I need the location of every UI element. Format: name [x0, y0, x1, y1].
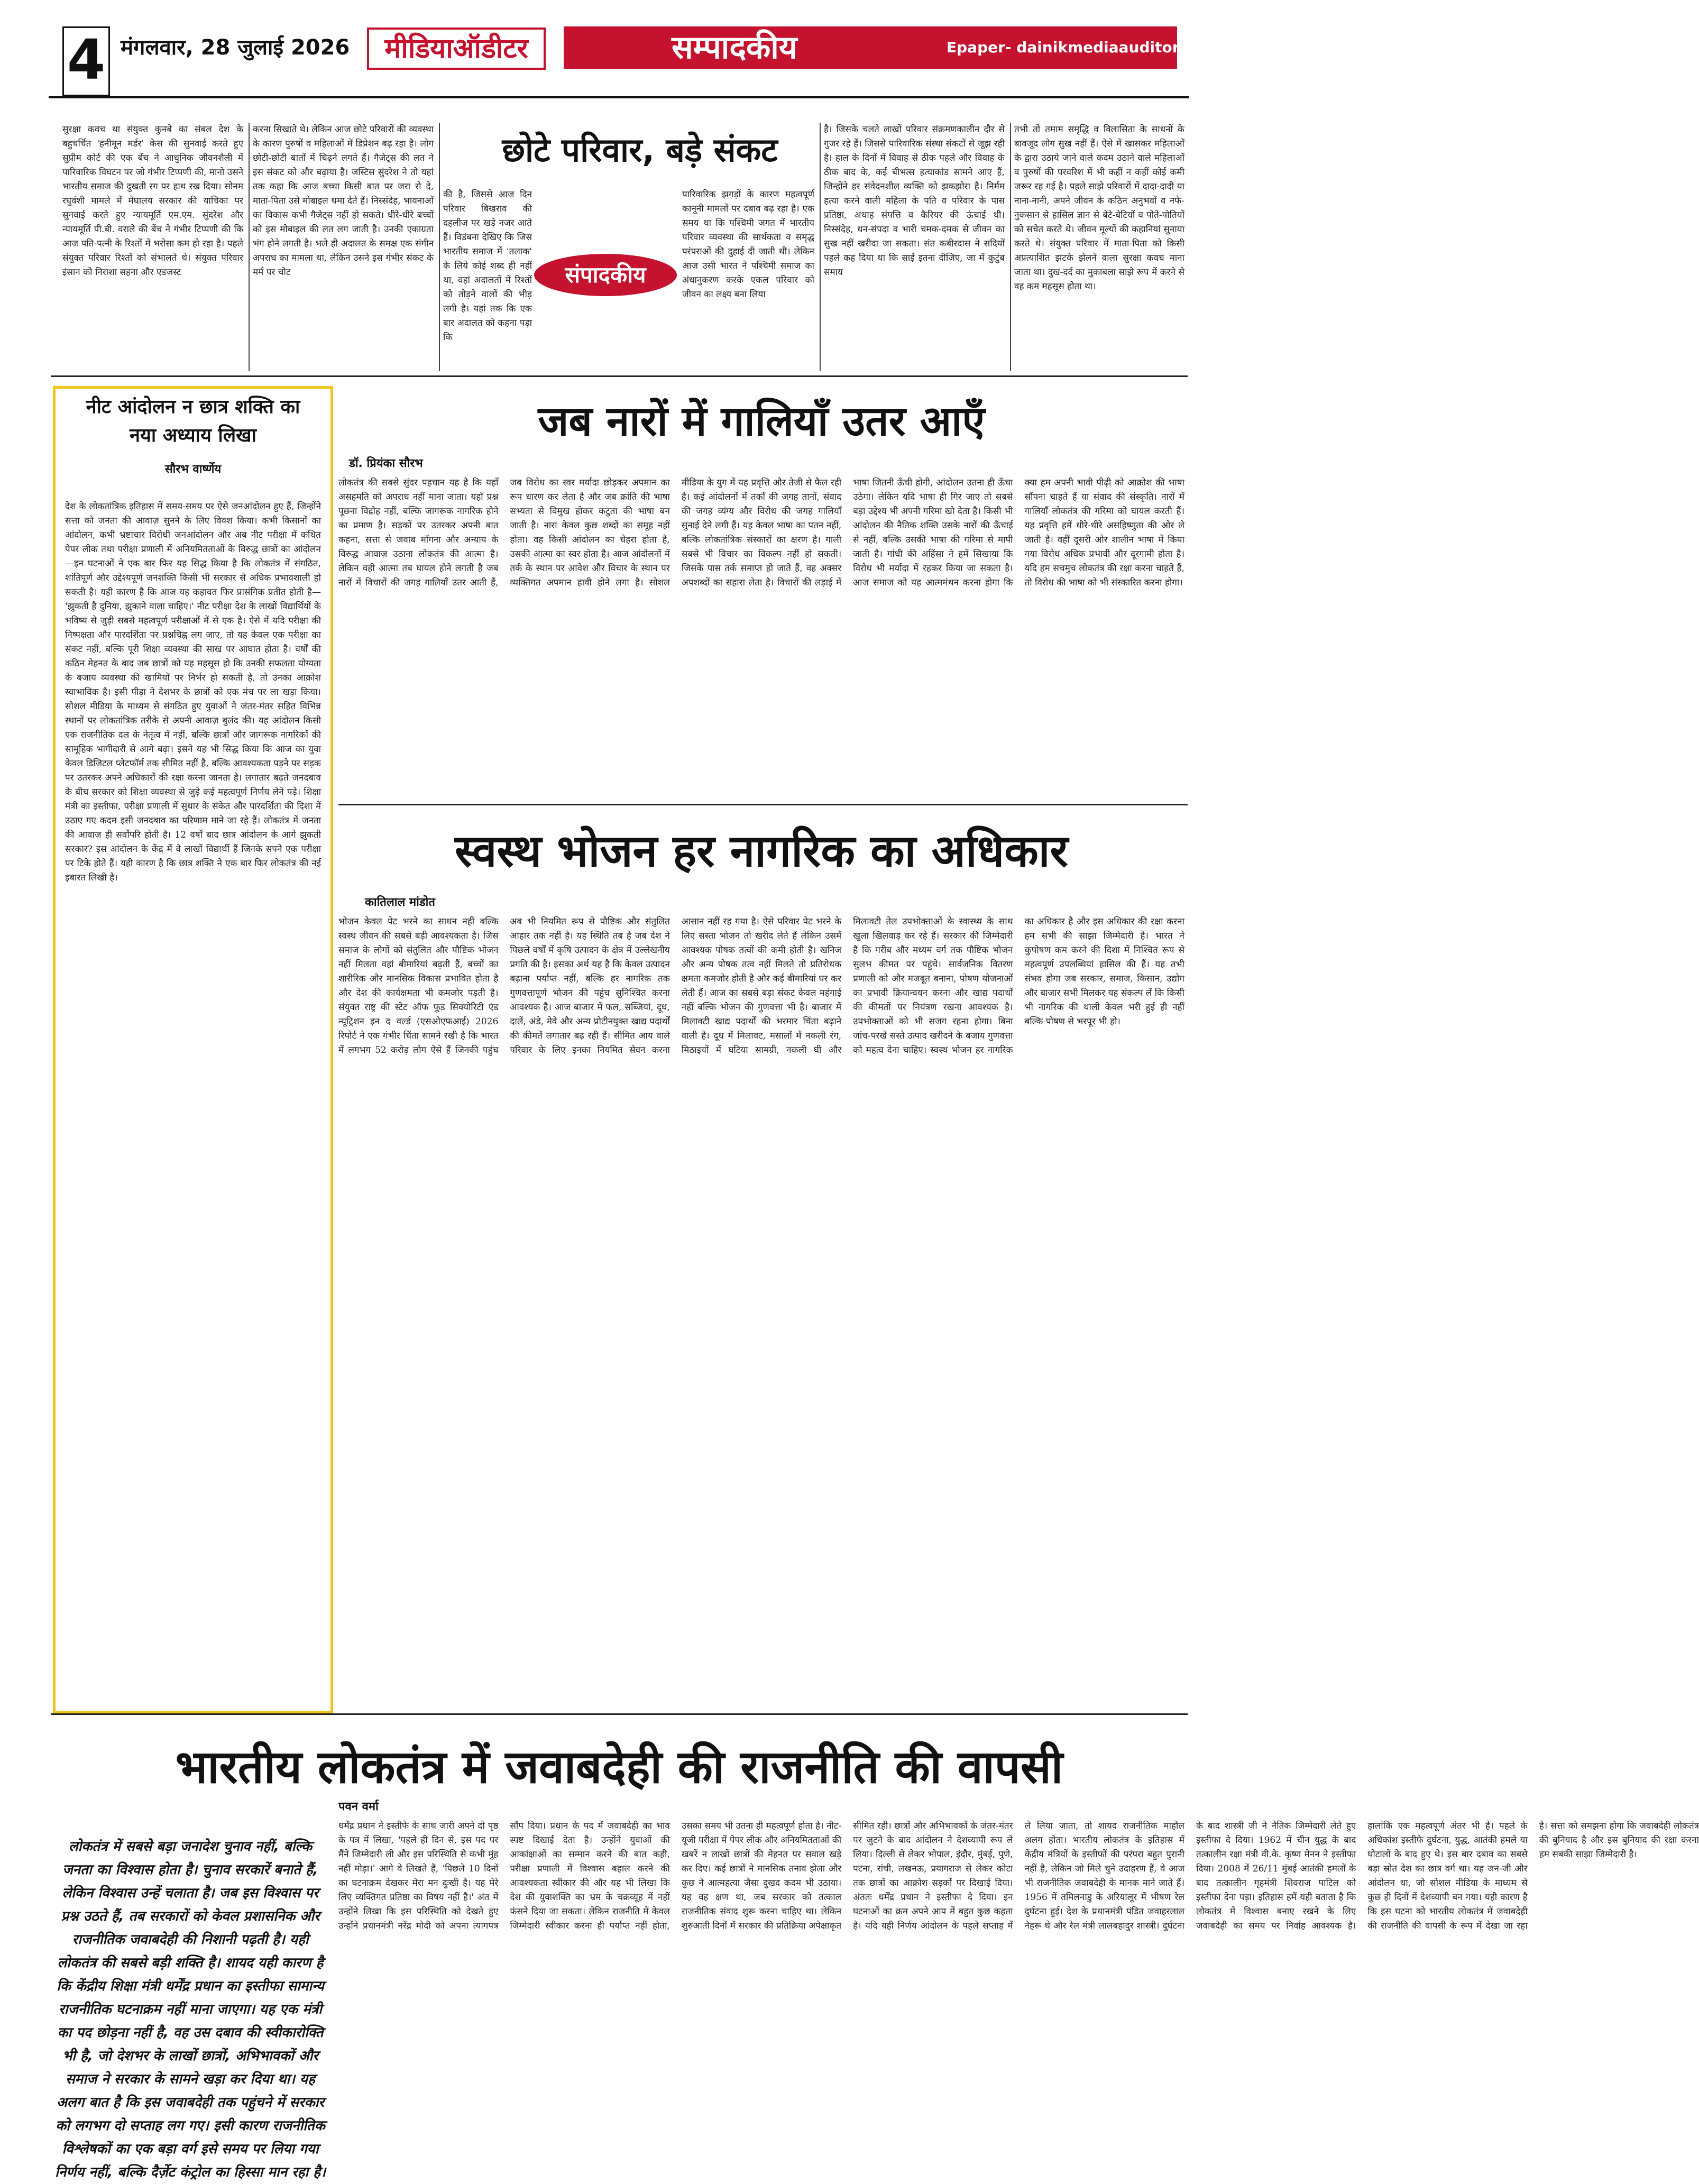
editorial-col-3: की है, जिससे आज दिन परिवार बिखराव की दहलीज पर खड़े नजर आते हैं। विडंबना देखिए कि जिस भारतीय समाज में 'तलाक' के लिये कोई शब्द ही नहीं था, वहां अदालतों में रिश्तों को तोड़ने वालों की भीड़ लगी है। यहां तक कि एक बार अदालत को कहना पड़ा कि — [443, 189, 532, 343]
article3-byline: कातिलाल मांडोत — [365, 896, 435, 909]
editorial-col-4: पारिवारिक झगड़ों के कारण महत्वपूर्ण कानूनी मामलों पर दबाव बढ़ रहा है। एक समय था कि पश्चिमी जगत में भारतीय परिवार व्यवस्था की सार्थकता व समृद्ध परंपराओं की दुहाई दी जाती थी। लेकिन आज उसी भारत ने पश्चिमी समाज का अंधानुकरण करके एकल परिवार को जीवन का लक्ष्य बना लिया — [682, 189, 814, 300]
column-divider — [820, 123, 821, 371]
column-divider — [249, 123, 250, 371]
article3-body: भोजन केवल पेट भरने का साधन नहीं बल्कि स्वस्थ जीवन की सबसे बड़ी आवश्यकता है। जिस समाज के लोगों को संतुलित और पौष्टिक भोजन नहीं मिलता वहां बीमारियां बढ़ती हैं, बच्चों का शारीरिक और मानसिक विकास प्रभावित होता है और देश की कार्यक्षमता भी कमजोर पड़ती है। संयुक्त राष्ट्र की स्टेट ऑफ फूड सिक्योरिटी एंड न्यूट्रिशन इन द वर्ल्ड (एसओएफआई) 2026 रिपोर्ट ने एक गंभीर चिंता सामने रखी है कि भारत में लगभग 52 करोड़ लोग ऐसे हैं जिनकी पहुंच अब भी नियमित रूप से पौष्टिक और संतुलित आहार तक नहीं है। यह स्थिति तब है जब देश ने पिछले वर्षों में कृषि उत्पादन के क्षेत्र में उल्लेखनीय प्रगति की है। इसका अर्थ यह है कि केवल उत्पादन बढ़ाना पर्याप्त नहीं, बल्कि हर नागरिक तक गुणवत्तापूर्ण भोजन की पहुंच सुनिश्चित करना आवश्यक है। आज बाजार में फल, सब्जियां, दूध, दालें, अंडे, मेवे और अन्य प्रोटीनयुक्त खाद्य पदार्थों की कीमतें लगातार बढ़ रही हैं। सीमित आय वाले परिवार के लिए इनका नियमित सेवन करना आसान नहीं रह गया है। ऐसे परिवार पेट भरने के लिए सस्ता भोजन तो खरीद लेते हैं लेकिन उसमें आवश्यक पोषक तत्वों की कमी होती है। खनिज और अन्य पोषक तत्व नहीं मिलते तो प्रतिरोधक क्षमता कमजोर होती है और कई बीमारियां घर कर लेती हैं। आज का सबसे बड़ा संकट केवल महंगाई नहीं बल्कि भोजन की गुणवत्ता भी है। बाजार में मिलावटी खाद्य पदार्थों की भरमार चिंता बढ़ाने वाली है। दूध में मिलावट, मसालों में नकली रंग, मिठाइयों में घटिया सामग्री, नकली घी और मिलावटी तेल उपभोक्ताओं के स्वास्थ्य के साथ खुला खिलवाड़ कर रहे हैं। सरकार की जिम्मेदारी है कि गरीब और मध्यम वर्ग तक पौष्टिक भोजन सुलभ कीमत पर पहुंचे। सार्वजनिक वितरण प्रणाली को और मजबूत बनाना, पोषण योजनाओं का प्रभावी क्रियान्वयन करना और खाद्य पदार्थों की कीमतों पर नियंत्रण रखना आवश्यक है। उपभोक्ताओं को भी सजग रहना होगा। बिना जांच-परखे सस्ते उत्पाद खरीदने के बजाय गुणवत्ता को महत्व देना चाहिए। स्वस्थ भोजन हर नागरिक का अधिकार है और इस अधिकार की रक्षा करना हम सभी की साझा जिम्मेदारी है। भारत ने कुपोषण कम करने की दिशा में निश्चित रूप से महत्वपूर्ण उपलब्धियां हासिल की हैं। यह तभी संभव होगा जब सरकार, समाज, किसान, उद्योग और बाजार सभी मिलकर यह संकल्प लें कि किसी भी नागरिक की थाली केवल भरी हुई ही नहीं बल्कि पोषण से भरपूर भी हो। — [338, 916, 1184, 1056]
article4-body: धर्मेंद्र प्रधान ने इस्तीफे के साथ जारी अपने दो पृष्ठ के पत्र में लिखा, 'पहले ही दिन से, इस पद पर मैंने जिम्मेदारी ली और इस परिस्थिति से कभी मुंह नहीं मोड़ा।' आगे वे लिखते हैं, 'पिछले 10 दिनों का घटनाक्रम देखकर मेरा मन दुःखी है। यह मेरे लिए व्यक्तिगत प्रतिष्ठा का विषय नहीं है।' अंत में उन्होंने लिखा कि इस परिस्थिति को देखते हुए उन्होंने प्रधानमंत्री नरेंद्र मोदी को अपना त्यागपत्र सौंप दिया। प्रधान के पद में जवाबदेही का भाव स्पष्ट दिखाई देता है। उन्होंने युवाओं की आकांक्षाओं का सम्मान करने की बात कही, परीक्षा प्रणाली में विश्वास बहाल करने की आवश्यकता स्वीकार की और यह भी लिखा कि देश की युवाशक्ति का भ्रम के चक्रव्यूह में नहीं फंसने दिया जा सकता। लेकिन राजनीति में केवल जिम्मेदारी स्वीकार करना ही पर्याप्त नहीं होता, उसका समय भी उतना ही महत्वपूर्ण होता है। नीट-यूजी परीक्षा में पेपर लीक और अनियमितताओं की खबरें न लाखों छात्रों की मेहनत पर सवाल खड़े कर दिए। कई छात्रों ने मानसिक तनाव झेला और कुछ ने आत्महत्या जैसा दुखद कदम भी उठाया। यह वह क्षण था, जब सरकार को तत्काल राजनीतिक संवाद शुरू करना चाहिए था। लेकिन शुरुआती दिनों में सरकार की प्रतिक्रिया अपेक्षाकृत सीमित रही। छात्रों और अभिभावकों के जंतर-मंतर पर जुटने के बाद आंदोलन ने देशव्यापी रूप ले लिया। दिल्ली से लेकर भोपाल, इंदौर, मुंबई, पुणे, पटना, रांची, लखनऊ, प्रयागराज से लेकर कोटा तक छात्रों का आक्रोश सड़कों पर दिखाई दिया। अंततः धर्मेंद्र प्रधान ने इस्तीफा दे दिया। इन घटनाओं का क्रम अपने आप में बहुत कुछ कहता है। यदि यही निर्णय आंदोलन के पहले सप्ताह में ले लिया जाता, तो शायद राजनीतिक माहौल अलग होता। भारतीय लोकतंत्र के इतिहास में केंद्रीय मंत्रियों के इस्तीफों की परंपरा बहुत पुरानी नहीं है, लेकिन जो मिले चुने उदाहरण हैं, वे आज भी राजनीतिक जवाबदेही के मानक माने जाते हैं। 1956 में तमिलनाडु के अरियालूर में भीषण रेल दुर्घटना हुई। देश के प्रधानमंत्री पंडित जवाहरलाल नेहरू थे और रेल मंत्री लालबहादुर शास्त्री। दुर्घटना के बाद शास्त्री जी ने नैतिक जिम्मेदारी लेते हुए इस्तीफा दे दिया। 1962 में चीन युद्ध के बाद तत्कालीन रक्षा मंत्री वी.के. कृष्ण मेनन ने इस्तीफा दिया। 2008 में 26/11 मुंबई आतंकी हमलों के बाद तत्कालीन गृहमंत्री शिवराज पाटिल को इस्तीफा देना पड़ा। इतिहास हमें यही बताता है कि लोकतंत्र में विश्वास बनाए रखने के लिए जवाबदेही का समय पर निर्वाह आवश्यक है। हालांकि एक महत्वपूर्ण अंतर भी है। पहले के अधिकांश इस्तीफे दुर्घटना, युद्ध, आतंकी हमले या घोटालों के बाद हुए थे। इस बार दबाव का सबसे बड़ा स्रोत देश का छात्र वर्ग था। यह जन-जी और आंदोलन था, जो सोशल मीडिया के माध्यम से कुछ ही दिनों में देशव्यापी बन गया। यही कारण है कि इस घटना को भारतीय लोकतंत्र में जवाबदेही की राजनीति की वापसी के रूप में देखा जा रहा है। सत्ता को समझना होगा कि जवाबदेही लोकतंत्र की बुनियाद है और इस बुनियाद की रक्षा करना हम सबकी साझा जिम्मेदारी है। — [338, 1821, 1699, 1931]
editorial-headline: छोटे परिवार, बड़े संकट — [502, 131, 778, 169]
article2-body: लोकतंत्र की सबसे सुंदर पहचान यह है कि यहाँ असहमति को अपराध नहीं माना जाता। यहाँ प्रश्न पूछना विद्रोह नहीं, बल्कि जागरूक नागरिक होने का प्रमाण है। सड़कों पर उतरकर अपनी बात कहना, सत्ता से जवाब माँगना और अन्याय के विरुद्ध आवाज़ उठाना लोकतंत्र की आत्मा है। लेकिन वही आत्मा तब घायल होने लगती है जब नारों में विचारों की जगह गालियाँ उतर आती हैं, जब विरोध का स्वर मर्यादा छोड़कर अपमान का रूप धारण कर लेता है और जब क्रांति की भाषा सभ्यता से विमुख होकर कटुता की भाषा बन जाती है। नारा केवल कुछ शब्दों का समूह नहीं होता। वह किसी आंदोलन का चेहरा होता है, उसकी आत्मा का स्वर होता है। आज आंदोलनों में तर्क के स्थान पर आवेश और विचार के स्थान पर व्यक्तिगत अपमान हावी होने लगा है। सोशल मीडिया के युग में यह प्रवृत्ति और तेजी से फैल रही है। कई आंदोलनों में तर्कों की जगह तानों, संवाद की जगह व्यंग्य और विरोध की जगह गालियाँ सुनाई देने लगी हैं। यह केवल भाषा का पतन नहीं, बल्कि लोकतांत्रिक संस्कारों का क्षरण है। गाली सबसे भी विचार का विकल्प नहीं हो सकती। जिसके पास तर्क समाप्त हो जाते हैं, वह अक्सर अपशब्दों का सहारा लेता है। विचारों की लड़ाई में भाषा जितनी ऊँची होगी, आंदोलन उतना ही ऊँचा उठेगा। लेकिन यदि भाषा ही गिर जाए तो सबसे बड़ा उद्देश्य भी अपनी गरिमा खो देता है। किसी भी आंदोलन की नैतिक शक्ति उसके नारों की ऊँचाई से नहीं, बल्कि उसकी भाषा की गरिमा से मापी जाती है। गांधी की अहिंसा ने हमें सिखाया कि विरोध भी मर्यादा में रहकर किया जा सकता है। आज समाज को यह आत्ममंथन करना होगा कि क्या हम अपनी भावी पीढ़ी को आक्रोश की भाषा सौंपना चाहते हैं या संवाद की संस्कृति। नारों में गालियाँ लोकतंत्र की गरिमा को घायल करती हैं। यह प्रवृत्ति हमें धीरे-धीरे असहिष्णुता की ओर ले जाती है। वहीं दूसरी ओर शालीन भाषा में किया गया विरोध अधिक प्रभावी और दूरगामी होता है। यदि हम सचमुच लोकतंत्र की रक्षा करना चाहते हैं, तो विरोध की भाषा को भी संस्कारित करना होगा। — [338, 478, 1184, 588]
header-rule — [49, 96, 1189, 98]
page-number: 4 — [62, 26, 110, 96]
editorial-col-5: है। जिसके चलते लाखों परिवार संक्रमणकालीन दौर से गुजर रहे हैं। जिससे पारिवारिक संस्था संकटों से जूझ रही है। हाल के दिनों में विवाह से ठीक पहले और विवाह के ठीक बाद के, कई बीभत्स हत्याकांड सामने आए हैं, जिन्होंने हर संवेदनशील व्यक्ति को झकझोरा है। निर्मम हत्या करने वाली महिला के पति व परिवार के पास प्रतिष्ठा, अथाह संपत्ति व कैरियर की ऊंचाई थी। निस्संदेह, धन-संपदा व भारी चमक-दमक से जीवन का सुख नहीं खरीदा जा सकता। संत कबीरदास ने सदियों पहले कह दिया था कि साईं इतना दीजिए, जा में कुटुंब समाय — [824, 124, 1005, 278]
column-divider — [1010, 123, 1011, 371]
section-title: सम्पादकीय — [672, 29, 797, 66]
issue-date: मंगलवार, 28 जुलाई 2026 — [121, 35, 350, 60]
editorial-col-6: तभी तो तमाम समृद्धि व विलासिता के साधनों के बावजूद लोग सुख नहीं हैं। ऐसे में खासकर महिलाओं के द्वारा उठाये जाने वाले कदम उठाने वाले महिलाओं व पुरुषों की परवरिश में भी कहीं न कहीं कोई कमी जरूर रह गई है। पहले साझे परिवारों में दादा-दादी या नाना-नानी, अपने जीवन के कठिन अनुभवों व नफे-नुकसान से हासिल ज्ञान से बेटे-बेटियों व पोते-पोतियों को सचेत करते थे। जीवन मूल्यों की कहानियां सुनाया करते थे। संयुक्त परिवार में माता-पिता को किसी अप्रत्याशित झटके झेलने वाला सुरक्षा कवच माना जाता था। दुख-दर्द का मुकाबला साझे रूप में करने से वह कम महसूस होता था। — [1014, 124, 1184, 292]
editorial-badge: संपादकीय — [534, 254, 677, 296]
editorial-col-2: करना सिखाते थे। लेकिन आज छोटे परिवारों की व्यवस्था के कारण पुरुषों व महिलाओं में डिप्रेशन बढ़ रहा है। लोग छोटी-छोटी बातों में चिढ़ने लगते हैं। गैजेट्स की लत ने इस संकट को और बढ़ाया है। जस्टिस सुंदरेश ने तो यहां तक कहा कि आज बच्चा किसी बात पर जरा रो दे, माता-पिता उसे मोबाइल थमा देते हैं। निस्संदेह, भावनाओं का विकास कभी गैजेट्स नहीं हो सकते। धीरे-धीरे बच्चों को इस मोबाइल की लत लग जाती है। उनकी एकाग्रता भंग होने लगती है। भले ही अदालत के समक्ष एक संगीन अपराध का मामला था, लेकिन उसने इस गंभीर संकट के मर्म पर चोट — [253, 124, 434, 278]
section-rule — [51, 375, 1188, 377]
section-rule — [51, 1713, 1188, 1715]
epaper-link[interactable]: Epaper- dainikmediaauditor.in — [947, 39, 1199, 56]
article4-headline: भारतीय लोकतंत्र में जवाबदेही की राजनीति की वापसी — [175, 1741, 1063, 1794]
article4-pull-quote: लोकतंत्र में सबसे बड़ा जनादेश चुनाव नहीं, बल्कि जनता का विश्वास होता है। चुनाव सरकारें बनाते हैं, लेकिन विश्वास उन्हें चलाता है। जब इस विश्वास पर प्रश्न उठते हैं, तब सरकारों को केवल प्रशासनिक और राजनीतिक जवाबदेही की निशानी पढ़ती है। यही लोकतंत्र की सबसे बड़ी शक्ति है। शायद यही कारण है कि केंद्रीय शिक्षा मंत्री धर्मेंद्र प्रधान का इस्तीफा सामान्य राजनीतिक घटनाक्रम नहीं माना जाएगा। यह एक मंत्री का पद छोड़ना नहीं है, वह उस दबाव की स्वीकारोक्ति भी है, जो देशभर के लाखों छात्रों, अभिभावकों और समाज ने सरकार के सामने खड़ा कर दिया था। यह अलग बात है कि इस जवाबदेही तक पहुंचने में सरकार को लगभग दो सप्ताह लग गए। इसी कारण राजनीतिक विश्लेषकों का एक बड़ा वर्ग इसे समय पर लिया गया निर्णय नहीं, बल्कि दैर्ज़ेट कंट्रोल का हिस्सा मान रहा है। — [55, 1839, 326, 2180]
column-divider — [439, 123, 440, 371]
sidebar-byline: सौरभ वार्ष्णेय — [164, 463, 222, 476]
article2-byline: डॉ. प्रियंका सौरभ — [349, 457, 423, 470]
sidebar-box — [53, 386, 333, 1713]
sidebar-body: देश के लोकतांत्रिक इतिहास में समय-समय पर ऐसे जनआंदोलन हुए हैं, जिन्होंने सत्ता को जनता की आवाज़ सुनने के लिए विवश किया। कभी किसानों का आंदोलन, कभी भ्रष्टाचार विरोधी जनआंदोलन और अब नीट परीक्षा में कथित पेपर लीक तथा परीक्षा प्रणाली में अनियमितताओं के विरुद्ध छात्रों का आंदोलन—इन घटनाओं ने एक बार फिर यह सिद्ध किया है कि लोकतंत्र में संगठित, शांतिपूर्ण और उद्देश्यपूर्ण जनशक्ति किसी भी सरकार से अधिक प्रभावशाली हो सकती है। यही कारण है कि आज यह कहावत फिर प्रासंगिक प्रतीत होती है— 'झुकती है दुनिया, झुकाने वाला चाहिए।' नीट परीक्षा देश के लाखों विद्यार्थियों के भविष्य से जुड़ी सबसे महत्वपूर्ण परीक्षाओं में से एक है। ऐसे में यदि परीक्षा की निष्पक्षता और पारदर्शिता पर प्रश्नचिह्न लग जाए, तो यह केवल एक परीक्षा का संकट नहीं, बल्कि पूरी शिक्षा व्यवस्था की साख पर आघात होता है। वर्षों की कठिन मेहनत के बाद जब छात्रों को यह महसूस हो कि उनकी सफलता योग्यता के बजाय व्यवस्था की खामियों पर निर्भर हो सकती है, तो उनका आक्रोश स्वाभाविक है। इसी पीड़ा ने देशभर के छात्रों को एक मंच पर ला खड़ा किया। सोशल मीडिया के माध्यम से संगठित हुए युवाओं ने जंतर-मंतर सहित विभिन्न स्थानों पर लोकतांत्रिक तरीके से अपनी आवाज़ बुलंद की। यह आंदोलन किसी एक राजनीतिक दल के नेतृत्व में नहीं, बल्कि छात्रों और जागरूक नागरिकों की सामूहिक भागीदारी से आगे बढ़ा। इसने यह भी सिद्ध किया कि आज का युवा केवल डिजिटल प्लेटफॉर्म तक सीमित नहीं है, बल्कि आवश्यकता पड़ने पर सड़क पर उतरकर अपने अधिकारों की रक्षा करना जानता है। लगातार बढ़ते जनदबाव के बीच सरकार को शिक्षा व्यवस्था से जुड़े कई महत्वपूर्ण निर्णय लेने पड़े। शिक्षा मंत्री का इस्तीफा, परीक्षा प्रणाली में सुधार के संकेत और पारदर्शिता की दिशा में उठाए गए कदम इसी जनदबाव का परिणाम माने जा रहे हैं। लोकतंत्र में जनता की आवाज़ ही सर्वोपरि होती है। 12 वर्षों बाद छात्र आंदोलन के आगे झुकती सरकार? इस आंदोलन के केंद्र में वे लाखों विद्यार्थी हैं जिनके सपने एक परीक्षा पर टिके होते हैं। यही कारण है कि छात्र शक्ति ने एक बार फिर लोकतंत्र की नई इबारत लिखी है। — [65, 501, 321, 883]
editorial-col-1: सुरक्षा कवच था संयुक्त कुनबे का संबल देश के बहुचर्चित 'हनीमून मर्डर' केस की सुनवाई करते हुए सुप्रीम कोर्ट की एक बेंच ने आधुनिक जीवनशैली में पारिवारिक विघटन पर जो गंभीर टिप्पणी की, मानो उसने भारतीय समाज की दुखती रग पर हाथ रख दिया। सोनम रघुवंशी मामले में मेघालय सरकार की याचिका पर सुनवाई करते हुए न्यायमूर्ति एम.एम. सुंदरेश और न्यायमूर्ति पी.बी. वराले की बेंच ने गंभीर टिप्पणी की कि आज पति-पत्नी के रिश्तों में भरोसा कम हो रहा है। पहले संयुक्त परिवार रिश्तों को संभालते थे। संयुक्त परिवार इंसान को निराशा सहना और एडजस्ट — [62, 124, 243, 278]
sidebar-headline: नीट आंदोलन न छात्र शक्ति का नया अध्याय लिखा — [86, 396, 300, 446]
masthead-logo: मीडियाऑडीटर — [367, 27, 546, 70]
article4-byline: पवन वर्मा — [338, 1800, 379, 1813]
section-rule — [338, 804, 1188, 805]
article3-headline: स्वस्थ भोजन हर नागरिक का अधिकार — [455, 825, 1068, 877]
article2-headline: जब नारों में गालियाँ उतर आएँ — [538, 398, 985, 445]
